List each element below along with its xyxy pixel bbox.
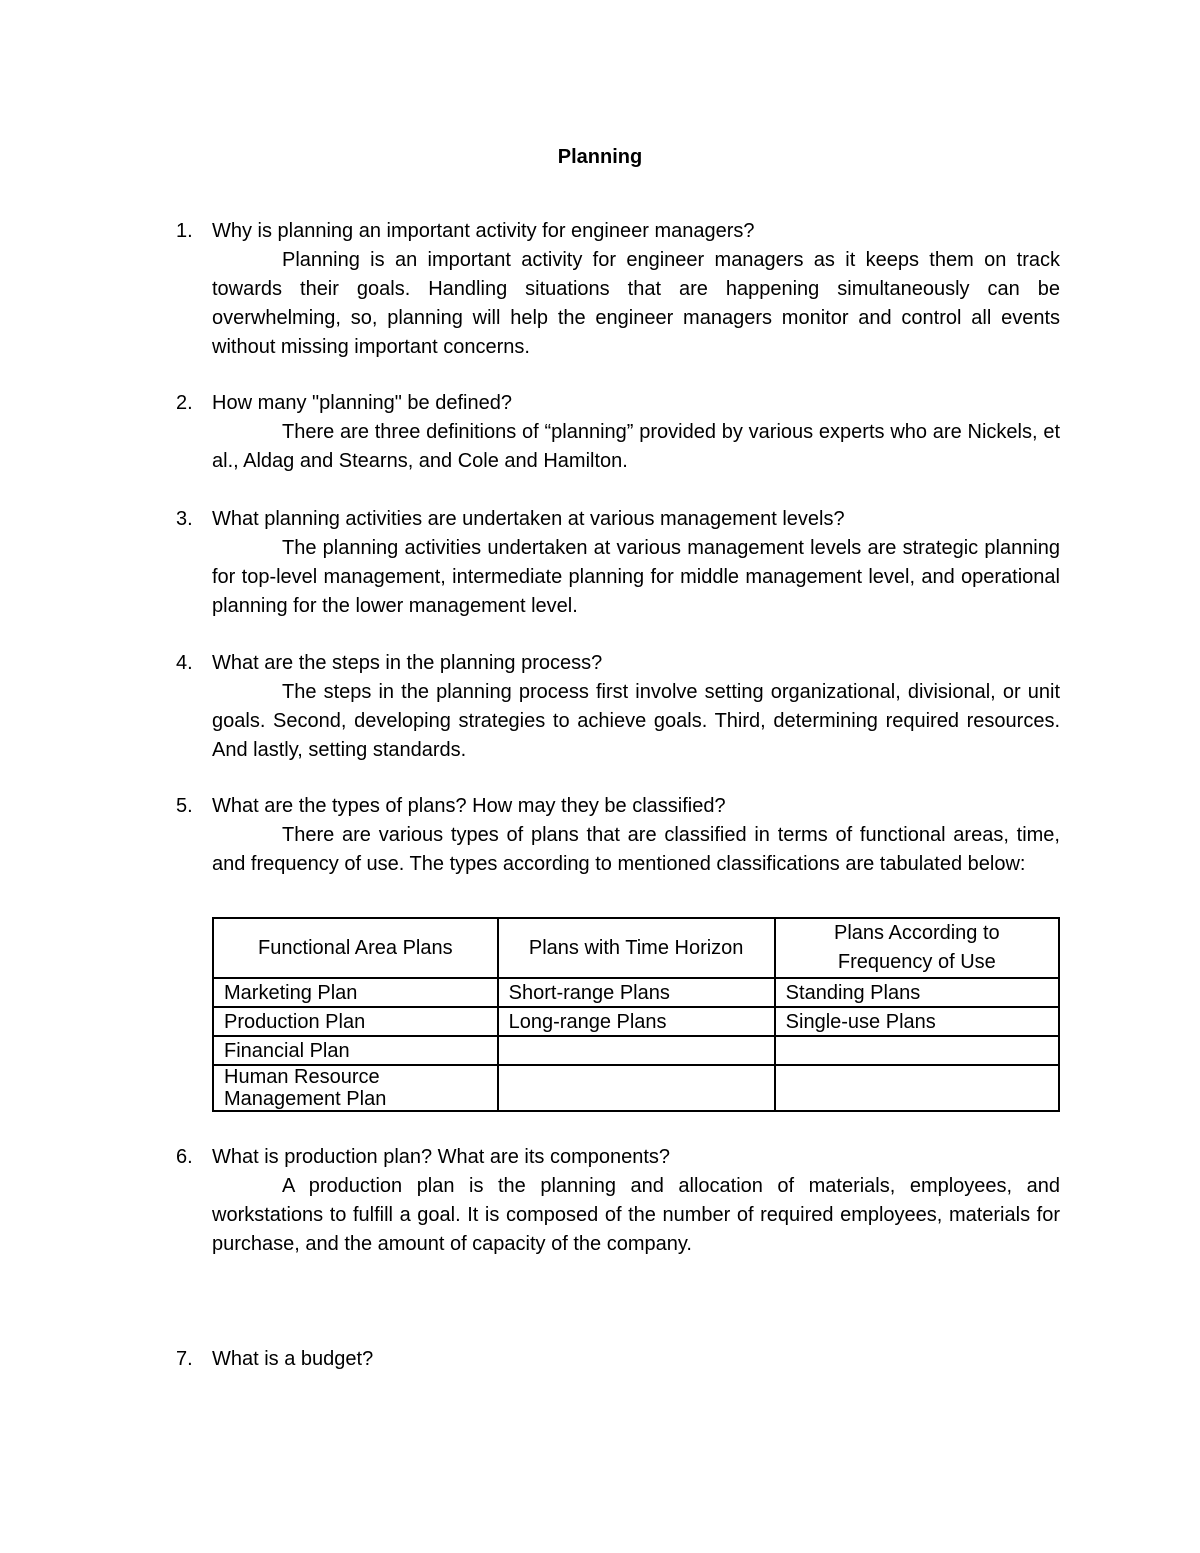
table-cell — [498, 1036, 775, 1065]
table-cell: Short-range Plans — [498, 978, 775, 1007]
question-4 — [176, 649, 1060, 765]
page-title: Planning — [557, 146, 643, 168]
question-text: Why is planning an important activity for engineer managers? — [212, 220, 755, 242]
table-cell: Long-range Plans — [498, 1007, 775, 1036]
table-cell: Standing Plans — [775, 978, 1059, 1007]
question-1 — [176, 217, 1060, 362]
question-text: How many "planning" be defined? — [212, 392, 512, 414]
answer-text: There are various types of plans that are classified in terms of functional areas, time, and frequency of use. The types according to mentioned classifications are tabulated below: — [212, 824, 1060, 875]
table-row — [213, 1065, 1059, 1111]
answer-text: There are three definitions of “planning” provided by various experts who are Nickels, et al., Aldag and Stearns, and Cole and Hamilton. — [212, 421, 1060, 472]
table-cell — [775, 1036, 1059, 1065]
question-6 — [176, 1143, 1060, 1259]
question-text: What planning activities are undertaken at various management levels? — [212, 508, 845, 530]
table-header-functional-area: Functional Area Plans — [213, 918, 498, 978]
table-cell: Financial Plan — [213, 1036, 498, 1065]
table-row — [213, 1007, 1059, 1036]
question-text: What is a budget? — [212, 1348, 374, 1370]
table-cell: Human Resource Management Plan — [213, 1065, 498, 1111]
table-cell — [498, 1065, 775, 1111]
table-row — [213, 978, 1059, 1007]
question-number: 5. — [176, 795, 193, 817]
question-number: 4. — [176, 652, 193, 674]
table-row — [213, 1036, 1059, 1065]
question-7 — [176, 1345, 1060, 1374]
question-number: 6. — [176, 1146, 193, 1168]
table-cell: Marketing Plan — [213, 978, 498, 1007]
question-text: What are the types of plans? How may they be classified? — [212, 795, 726, 817]
question-number: 7. — [176, 1348, 193, 1370]
table-header-row — [213, 918, 1059, 978]
question-text: What is production plan? What are its components? — [212, 1146, 671, 1168]
table-header-frequency-of-use: Plans According to Frequency of Use — [775, 918, 1059, 978]
plans-table — [212, 917, 1060, 1112]
answer-text: Planning is an important activity for engineer managers as it keeps them on track towards their goals. Handling situations that are happening simultaneously can be overwhelming, so, planning will help the engineer managers monitor and control all events without missing important concerns. — [212, 249, 1060, 358]
answer-text: A production plan is the planning and allocation of materials, employees, and workstations to fulfill a goal. It is composed of the number of required employees, materials for purchase, and the amount of capacity of the company. — [212, 1175, 1060, 1255]
table-header-time-horizon: Plans with Time Horizon — [498, 918, 775, 978]
question-2 — [176, 389, 1060, 476]
question-number: 3. — [176, 508, 193, 530]
answer-text: The steps in the planning process first involve setting organizational, divisional, or unit goals. Second, developing strategies to achieve goals. Third, determining required resources. And lastly, setting standards. — [212, 681, 1060, 761]
question-text: What are the steps in the planning process? — [212, 652, 603, 674]
question-5 — [176, 792, 1060, 879]
table-cell — [775, 1065, 1059, 1111]
table-cell: Production Plan — [213, 1007, 498, 1036]
answer-text: The planning activities undertaken at various management levels are strategic planning for top-level management, intermediate planning for middle management level, and operational planning for the lower management level. — [212, 537, 1060, 617]
table-cell: Single-use Plans — [775, 1007, 1059, 1036]
question-number: 1. — [176, 220, 193, 242]
question-3 — [176, 505, 1060, 621]
question-number: 2. — [176, 392, 193, 414]
